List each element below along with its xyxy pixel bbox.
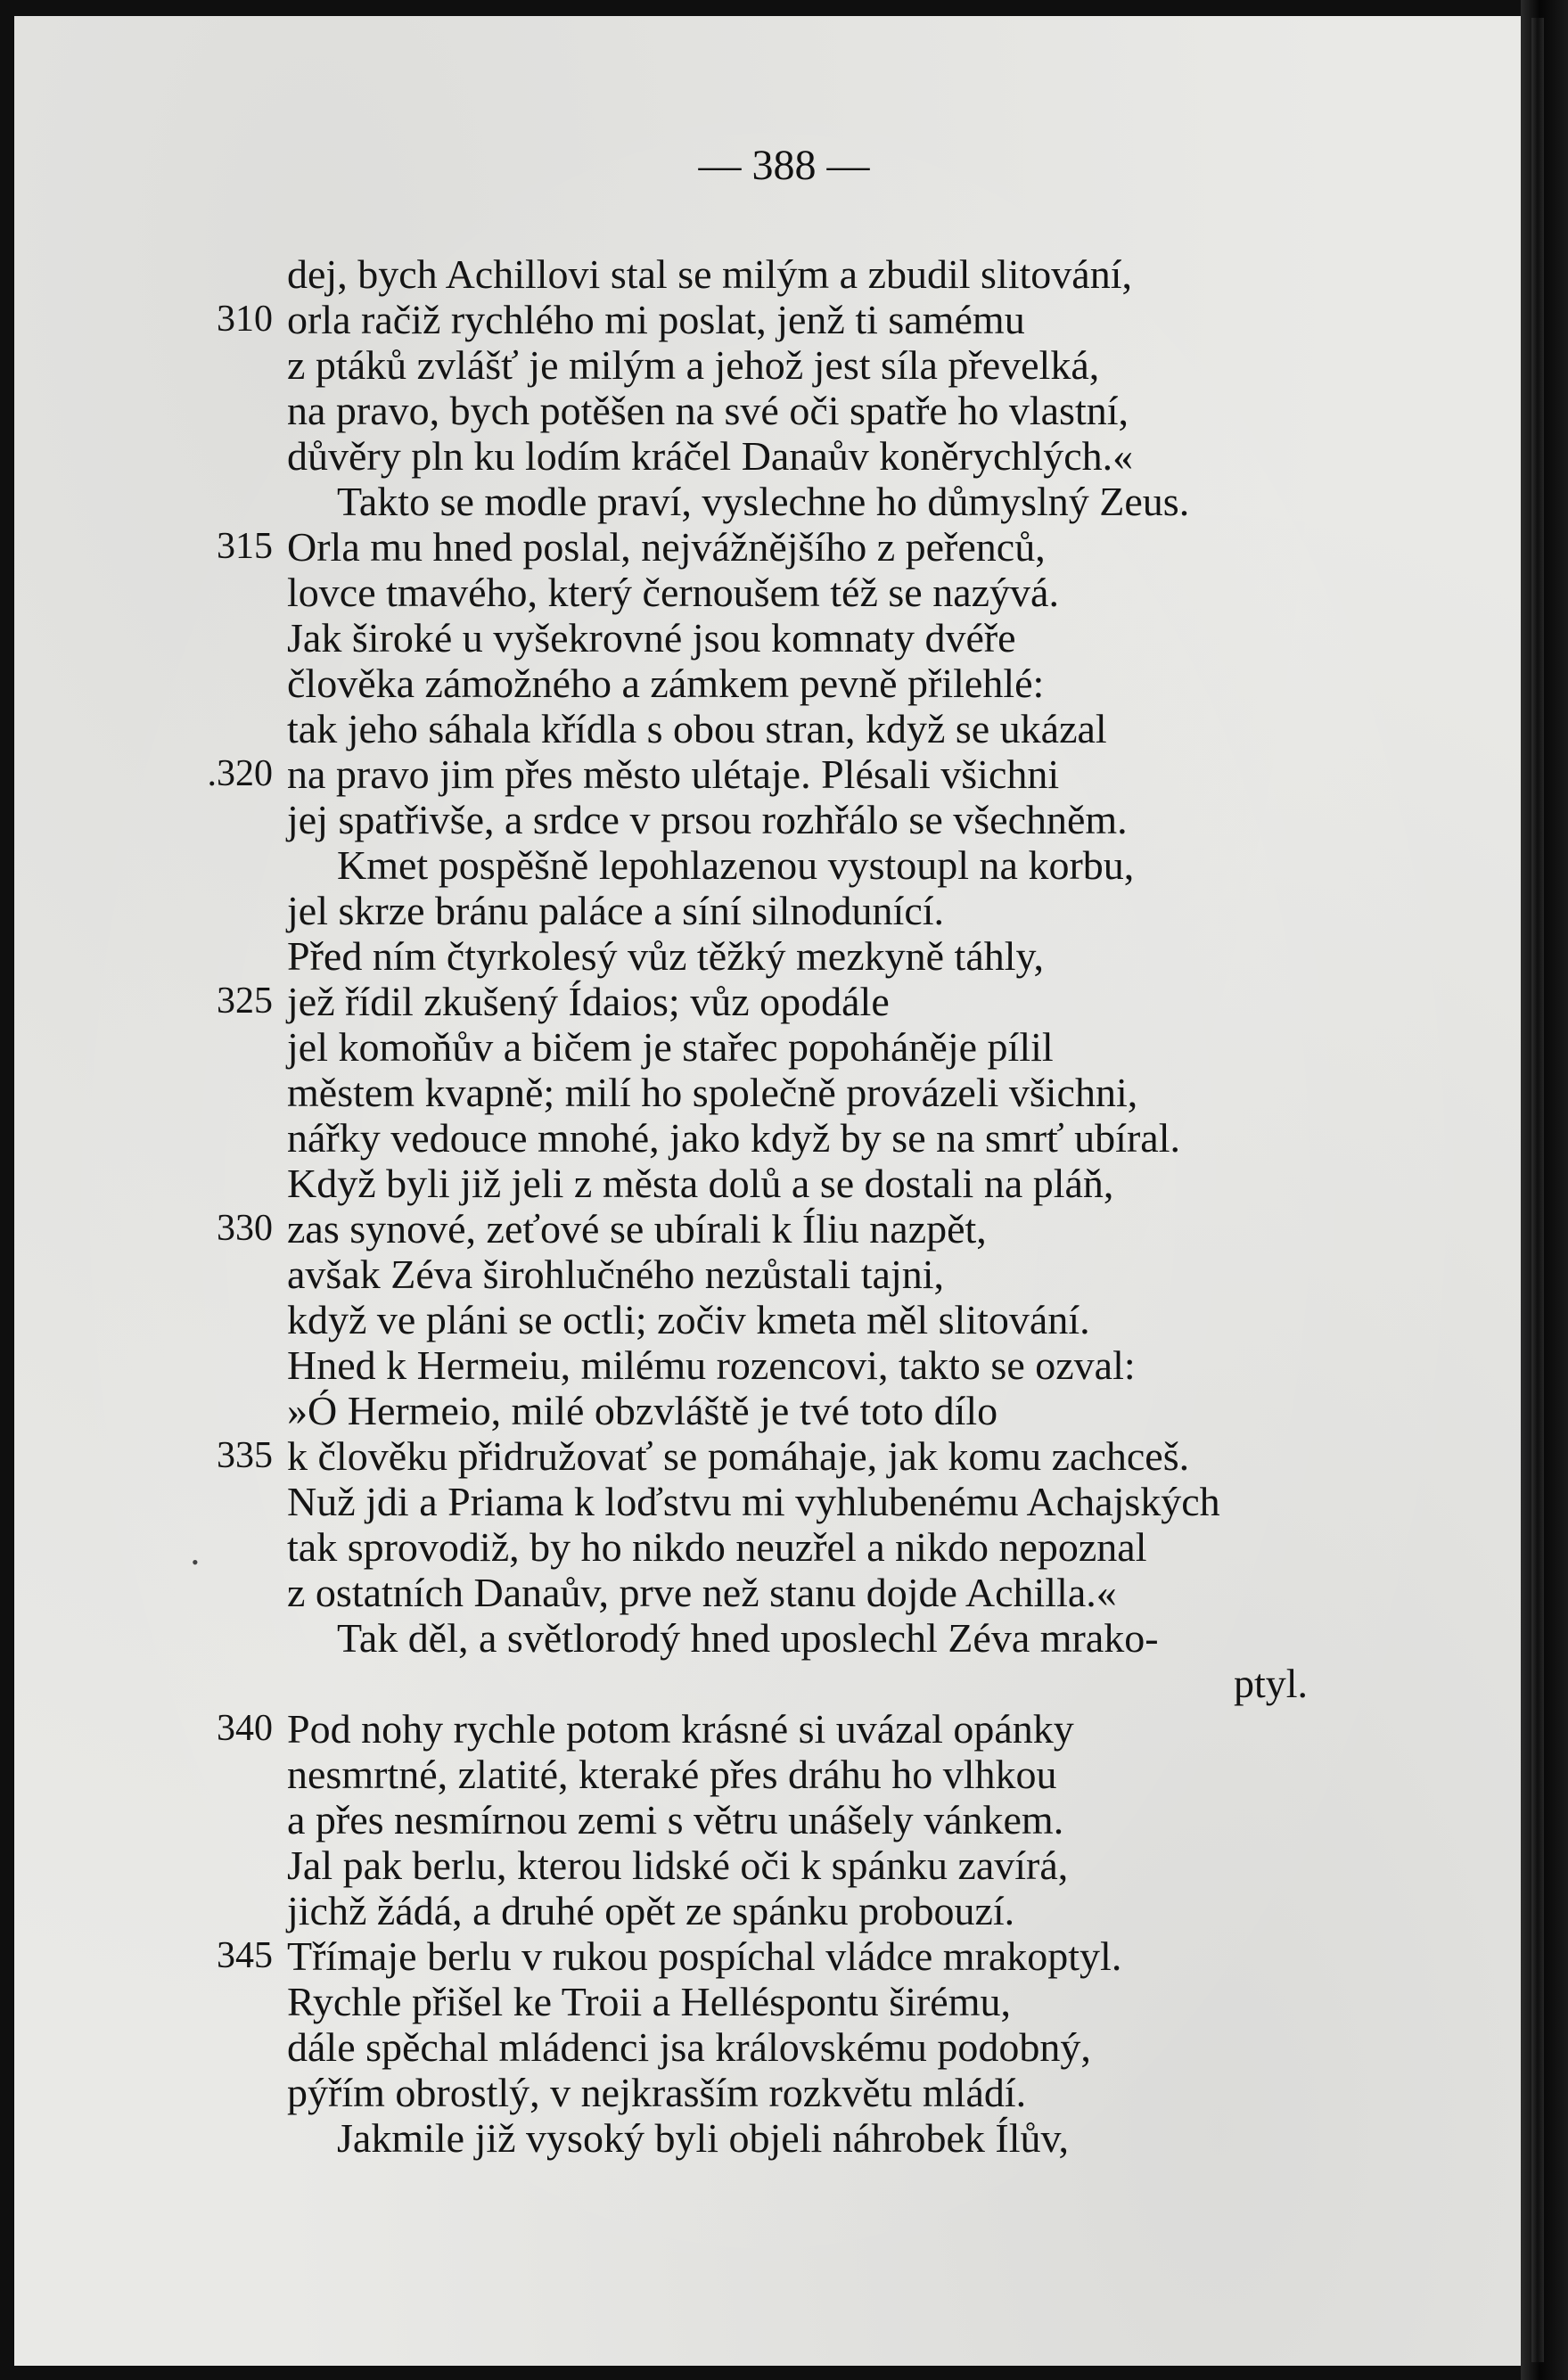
- line-number: 330: [217, 1208, 273, 1249]
- verse-line: [0, 1161, 1568, 1206]
- verse-text: jichž žádá, a druhé opět ze spánku probouzí.: [287, 1888, 1015, 1933]
- verse-line: [0, 1752, 1568, 1797]
- verse-text: tak sprovodiž, by ho nikdo neuzřel a nikdo nepoznal: [287, 1524, 1147, 1570]
- verse-line: [0, 1797, 1568, 1842]
- verse-text: tak jeho sáhala křídla s obou stran, když se ukázal: [287, 706, 1107, 751]
- verse-text: z ostatních Danaův, prve než stanu dojde Achilla.«: [287, 1570, 1117, 1615]
- line-number: 325: [217, 981, 273, 1022]
- verse-line: [0, 1342, 1568, 1388]
- verse-text: člověka zámožného a zámkem pevně přilehlé:: [287, 661, 1045, 706]
- verse-text: z ptáků zvlášť je milým a jehož jest síla převelká,: [287, 342, 1100, 388]
- verse-line: [0, 570, 1568, 615]
- verse-line: [0, 1115, 1568, 1161]
- verse-line: [0, 751, 1568, 797]
- verse-text: ptyl.: [1234, 1661, 1309, 1706]
- verse-text: Tak děl, a světlorodý hned uposlechl Zéva mrako-: [337, 1615, 1159, 1661]
- verse-text: Třímaje berlu v rukou pospíchal vládce mrakoptyl.: [287, 1933, 1122, 1979]
- verse-text: jež řídil zkušený Ídaios; vůz opodále: [287, 979, 890, 1024]
- verse-line: [0, 1524, 1568, 1570]
- verse-text: důvěry pln ku lodím kráčel Danaův koněrychlých.«: [287, 433, 1134, 479]
- verse-line: [0, 1252, 1568, 1297]
- verse-line: [0, 1933, 1568, 1979]
- verse-line: [0, 1706, 1568, 1752]
- verse-line: [0, 1433, 1568, 1479]
- verse-line: [0, 1297, 1568, 1342]
- verse-text: a přes nesmírnou zemi s větru unášely vánkem.: [287, 1797, 1064, 1842]
- line-number: 310: [217, 299, 273, 340]
- verse-text: jel skrze bránu paláce a síní silnodunící.: [287, 888, 945, 933]
- verse-line: [0, 479, 1568, 524]
- verse-text: jej spatřivše, a srdce v prsou rozhřálo se všechněm.: [287, 797, 1128, 842]
- verse-line: [0, 1206, 1568, 1252]
- verse-text: na pravo, bych potěšen na své oči spatře ho vlastní,: [287, 388, 1129, 433]
- verse-line: [0, 933, 1568, 979]
- verse-line: [0, 1615, 1568, 1661]
- verse-text: Kmet pospěšně lepohlazenou vystoupl na korbu,: [337, 842, 1135, 888]
- verse-text: městem kvapně; milí ho společně provázeli všichni,: [287, 1070, 1138, 1115]
- verse-text: k člověku přidružovať se pomáhaje, jak komu zachceš.: [287, 1433, 1190, 1479]
- verse-text: Jak široké u vyšekrovné jsou komnaty dvéře: [287, 615, 1016, 661]
- line-number: 315: [217, 526, 273, 567]
- verse-line: [0, 297, 1568, 342]
- verse-text: lovce tmavého, který černoušem též se nazývá.: [287, 570, 1059, 615]
- verse-line: [0, 1024, 1568, 1070]
- verse-line: [0, 842, 1568, 888]
- verse-text: Jal pak berlu, kterou lidské oči k spánku zavírá,: [287, 1842, 1069, 1888]
- verse-text: »Ó Hermeio, milé obzvláště je tvé toto dílo: [287, 1388, 998, 1433]
- verse-line: [0, 251, 1568, 297]
- verse-line: [0, 2115, 1568, 2161]
- verse-line: [0, 797, 1568, 842]
- verse-text: avšak Zéva širohlučného nezůstali tajni,: [287, 1252, 945, 1297]
- verse-text: Nuž jdi a Priama k loďstvu mi vyhlubenému Achajských: [287, 1479, 1220, 1524]
- verse-text: jel komoňův a bičem je stařec popoháněje pílil: [287, 1024, 1054, 1070]
- verse-text: nářky vedouce mnohé, jako když by se na smrť ubíral.: [287, 1115, 1180, 1161]
- verse-line: [0, 1388, 1568, 1433]
- verse-line: [0, 1070, 1568, 1115]
- verse-line: [0, 1842, 1568, 1888]
- line-number: .320: [207, 753, 273, 794]
- verse-line: [0, 2070, 1568, 2115]
- verse-text: když ve pláni se octli; zočiv kmeta měl slitování.: [287, 1297, 1090, 1342]
- verse-text: Pod nohy rychle potom krásné si uvázal opánky: [287, 1706, 1074, 1752]
- verse-line: [0, 1661, 1568, 1706]
- verse-text: nesmrtné, zlatité, kteraké přes dráhu ho vlhkou: [287, 1752, 1057, 1797]
- verse-text: pýřím obrostlý, v nejkrasším rozkvětu mládí.: [287, 2070, 1027, 2115]
- verse-line: [0, 342, 1568, 388]
- verse-line: [0, 388, 1568, 433]
- verse-text: Orla mu hned poslal, nejvážnějšího z peřenců,: [287, 524, 1046, 570]
- verse-text: dále spěchal mládenci jsa královskému podobný,: [287, 2024, 1091, 2070]
- verse-text: zas synové, zeťové se ubírali k Íliu nazpět,: [287, 1206, 987, 1252]
- verse-line: [0, 1479, 1568, 1524]
- verse-line: [0, 524, 1568, 570]
- verse-text: na pravo jim přes město ulétaje. Plésali všichni: [287, 751, 1060, 797]
- verse-line: [0, 1888, 1568, 1933]
- verse-text: Takto se modle praví, vyslechne ho důmyslný Zeus.: [337, 479, 1190, 524]
- verse-line: [0, 1570, 1568, 1615]
- verse-text: Rychle přišel ke Troii a Helléspontu širému,: [287, 1979, 1012, 2024]
- verse-line: [0, 615, 1568, 661]
- verse-line: [0, 433, 1568, 479]
- verse-line: [0, 888, 1568, 933]
- verse-line: [0, 979, 1568, 1024]
- verse-text: Hned k Hermeiu, milému rozencovi, takto se ozval:: [287, 1342, 1136, 1388]
- line-number: 335: [217, 1435, 273, 1476]
- verse-line: [0, 661, 1568, 706]
- line-number: 345: [217, 1935, 273, 1976]
- verse-text: Před ním čtyrkolesý vůz těžký mezkyně táhly,: [287, 933, 1045, 979]
- verse-line: [0, 2024, 1568, 2070]
- verse-text: Když byli již jeli z města dolů a se dostali na pláň,: [287, 1161, 1114, 1206]
- line-number: 340: [217, 1708, 273, 1749]
- verse-block: [0, 251, 1568, 2161]
- verse-text: Jakmile již vysoký byli objeli náhrobek Ílův,: [337, 2115, 1070, 2161]
- page-number: — 388 —: [698, 142, 870, 189]
- verse-text: orla račiž rychlého mi poslat, jenž ti samému: [287, 297, 1025, 342]
- verse-line: [0, 706, 1568, 751]
- verse-line: [0, 1979, 1568, 2024]
- stray-mark: •: [192, 1551, 199, 1573]
- verse-text: dej, bych Achillovi stal se milým a zbudil slitování,: [287, 251, 1132, 297]
